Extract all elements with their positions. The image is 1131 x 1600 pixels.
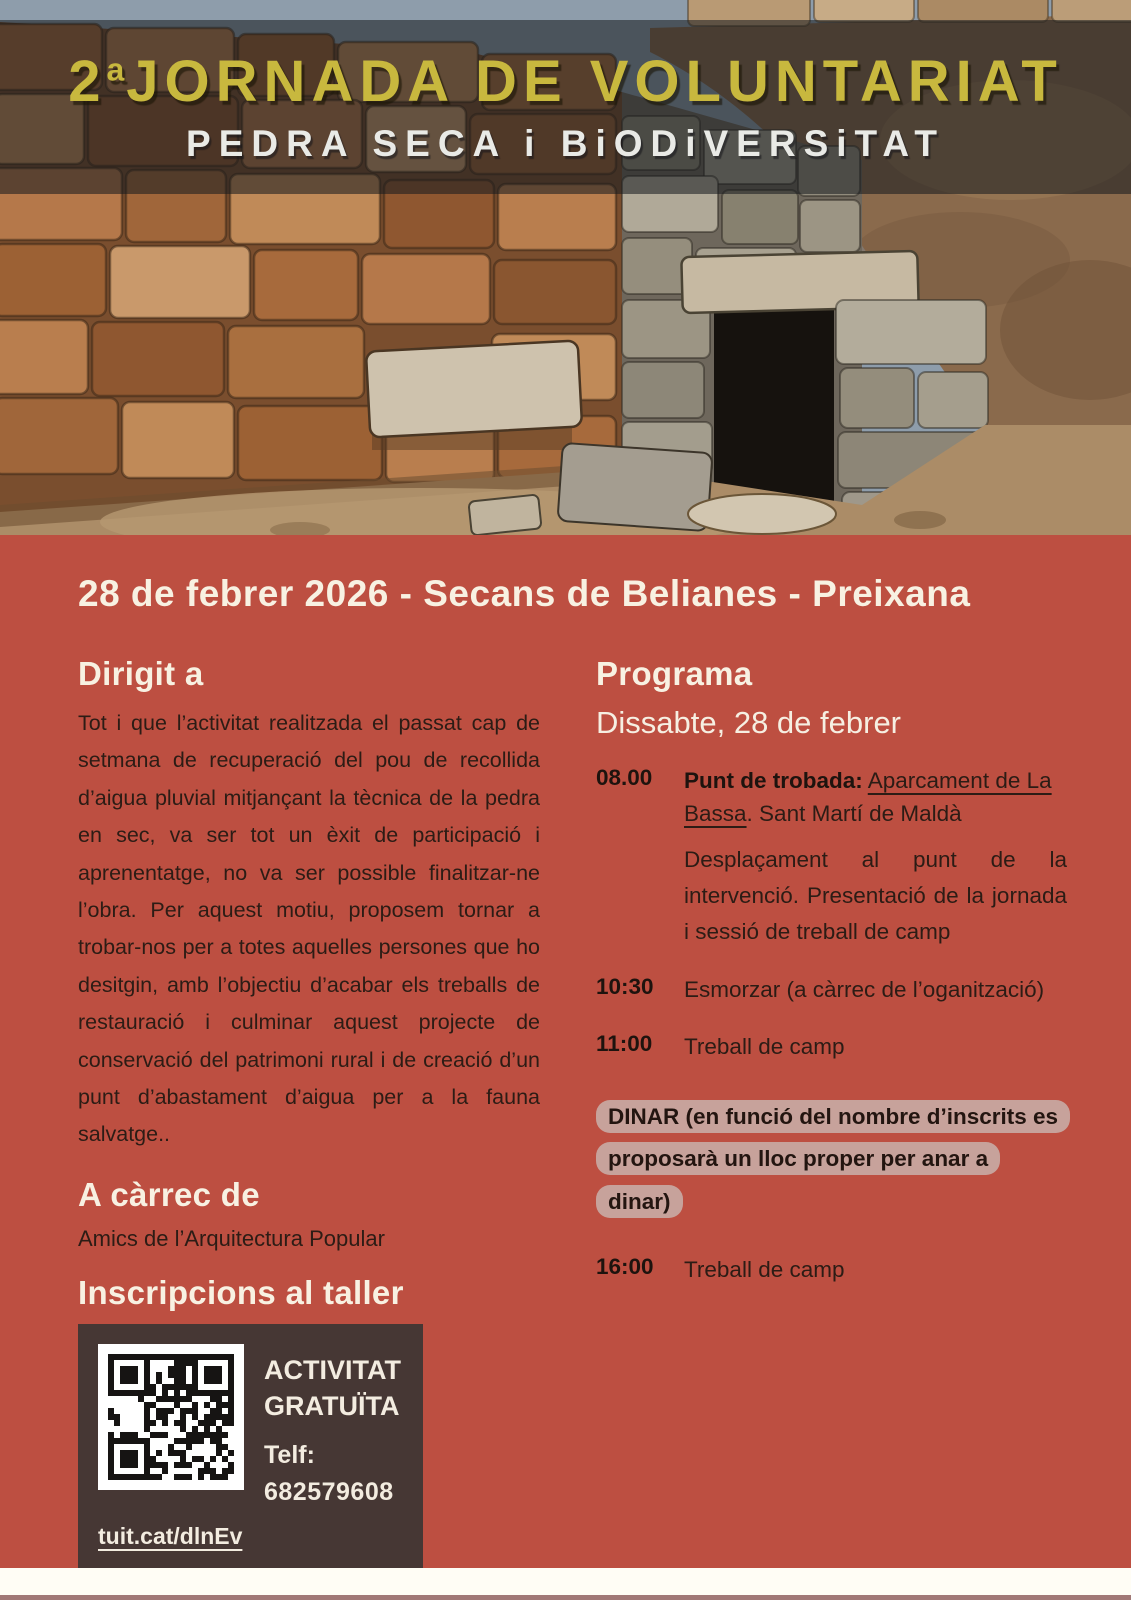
schedule-time: 11:00 (596, 1030, 653, 1056)
carrec-heading: A càrrec de (78, 1175, 260, 1213)
poster-title (68, 48, 1063, 114)
activity-free-line2: GRATUÏTA (264, 1391, 400, 1422)
schedule-time: 16:00 (596, 1253, 654, 1279)
phone-label: Telf: (264, 1440, 315, 1469)
activity-free-line1: ACTIVITAT (264, 1354, 401, 1385)
schedule-text: Esmorzar (a càrrec de l’oganització) (684, 977, 1045, 1003)
left-column (78, 641, 540, 1568)
dirigit-heading: Dirigit a (78, 655, 204, 692)
dirigit-text: Tot i que l’activitat realitzada el passat cap de setmana de recuperació del pou de recollida d’aigua pluvial mitjançant la tècnica de la pedra en sec, va ser tot un èxit de participació i aprenentatge, no va ser possible finalitzar-ne l’obra. Per aquest motiu, proposem tornar a trobar-nos per a totes aquelles persones que ho desitgin, amb l’objectiu d’acabar els treballs de restauració i culminar aquest projecte de conservació del patrimoni rural i de creació d’un punt d’abastament d’aigua per a la fauna salvatge.. (78, 711, 540, 1147)
hero-photo (0, 0, 1131, 535)
registration-link[interactable]: tuit.cat/dlnEv (98, 1522, 243, 1549)
title-main: JORNADA DE VOLUNTARIAT (126, 48, 1063, 114)
dinar-note-highlight: DINAR (en funció del nombre d’inscrits es proposarà un lloc proper per anar a dinar) (596, 1100, 1070, 1219)
program-day: Dissabte, 28 de febrer (596, 705, 902, 740)
divider-strip (0, 1568, 1131, 1595)
registration-box (78, 1324, 423, 1568)
poster-subtitle: PEDRA SECA i BiODiVERSiTAT (186, 122, 945, 164)
program-heading: Programa (596, 655, 753, 692)
footer (0, 1595, 1131, 1600)
meeting-point-label: Punt de trobada: (684, 768, 863, 793)
schedule-item-1030 (596, 974, 1067, 1007)
dinar-note (596, 1096, 1067, 1224)
schedule-time: 08.00 (596, 765, 653, 790)
schedule-item-0800 (596, 765, 1067, 950)
schedule-item-1600 (596, 1254, 1067, 1287)
schedule-item-1100 (596, 1031, 1067, 1064)
hero-title-band (0, 20, 1131, 194)
meeting-point-town: . Sant Martí de Maldà (746, 800, 962, 826)
schedule-text: Treball de camp (684, 1033, 845, 1059)
inscripcions-heading: Inscripcions al taller (78, 1273, 404, 1311)
phone-number: 682579608 (264, 1477, 394, 1506)
poster-body (0, 535, 1131, 1568)
qr-code (108, 1354, 234, 1480)
schedule-time: 10:30 (596, 974, 654, 1000)
meeting-point-place: Aparcament de La Bassa (684, 768, 1052, 826)
carrec-text: Amics de l’Arquitectura Popular (78, 1225, 385, 1251)
schedule-description: Desplaçament al punt de la intervenció. Presentació de la jornada i sessió de treball de camp (684, 847, 1067, 945)
date-location-banner: 28 de febrer 2026 - Secans de Belianes - Preixana (78, 573, 971, 614)
title-number: 2 (68, 48, 107, 114)
title-ordinal: a (106, 51, 127, 88)
qr-tile (98, 1344, 244, 1490)
schedule-text: Treball de camp (684, 1256, 845, 1282)
program-column (596, 641, 1067, 1568)
registration-info (264, 1344, 401, 1507)
